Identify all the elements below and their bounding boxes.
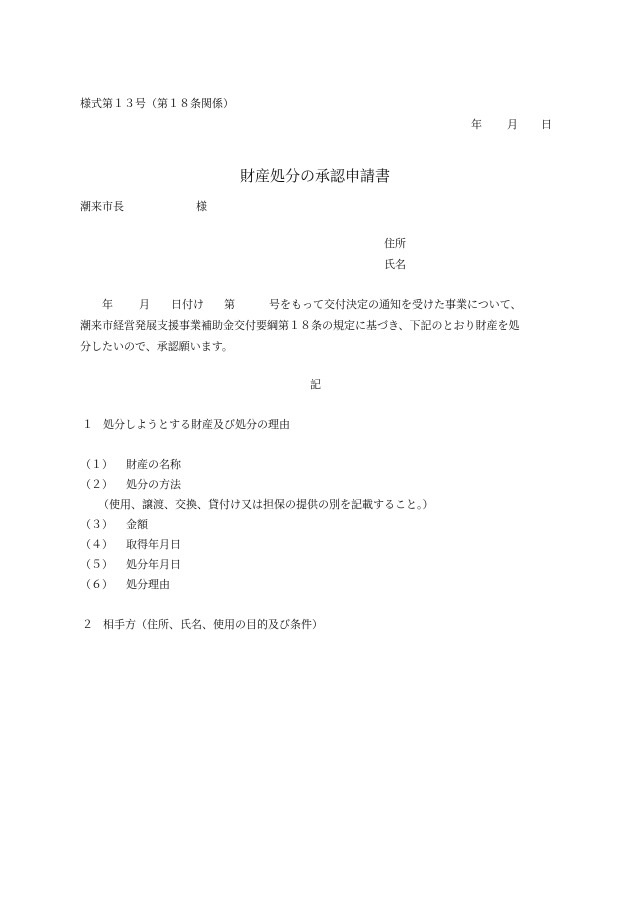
form-number: 様式第１３号（第１８条関係） [80,97,234,110]
item-number: （３） [80,518,113,531]
body-paragraph [80,294,560,357]
body-line-3: 分したいので、承認願います。 [80,340,233,353]
item-label-disposal-date: 処分年月日 [126,558,181,571]
addressee-honorific: 様 [196,200,207,213]
item-label-property-name: 財産の名称 [126,458,181,471]
item-number: （２） [80,478,113,491]
item-label-disposal-method: 処分の方法 [126,478,181,491]
item-number: （１） [80,458,113,471]
section-1-number: １ [82,418,93,431]
item-label-amount: 金額 [126,518,148,531]
item-number: （５） [80,558,113,571]
item-number: （４） [80,538,113,551]
document-title: 財産処分の承認申請書 [239,167,390,185]
addressee-name: 潮来市長 [80,200,124,213]
body-year: 年 [102,298,113,311]
body-line-1 [80,294,560,315]
date-month-label: 月 [507,118,518,131]
body-line-2: 潮来市経営発展支援事業補助金交付要綱第１８条の規定に基づき、下記のとおり財産を処 [80,319,520,332]
section-2-number: ２ [82,618,93,631]
item-number: （６） [80,578,113,591]
body-dated: 日付け [171,298,204,311]
body-line-1-rest: 号をもって交付決定の通知を受けた事業について、 [269,298,522,311]
date-day-label: 日 [541,118,552,131]
disposal-method-note: （使用、譲渡、交換、貸付け又は担保の提供の別を記載すること。） [98,498,434,511]
date-year-label: 年 [471,118,482,131]
section-1-heading: 処分しようとする財産及び処分の理由 [103,418,290,431]
section-2-heading: 相手方（住所、氏名、使用の目的及び条件） [103,618,323,631]
name-label: 氏名 [384,258,406,271]
ki-heading: 記 [310,378,321,391]
item-label-acquisition-date: 取得年月日 [126,538,181,551]
body-number-prefix: 第 [224,298,235,311]
body-month: 月 [139,298,150,311]
address-label: 住所 [384,237,406,250]
item-label-disposal-reason: 処分理由 [126,578,170,591]
